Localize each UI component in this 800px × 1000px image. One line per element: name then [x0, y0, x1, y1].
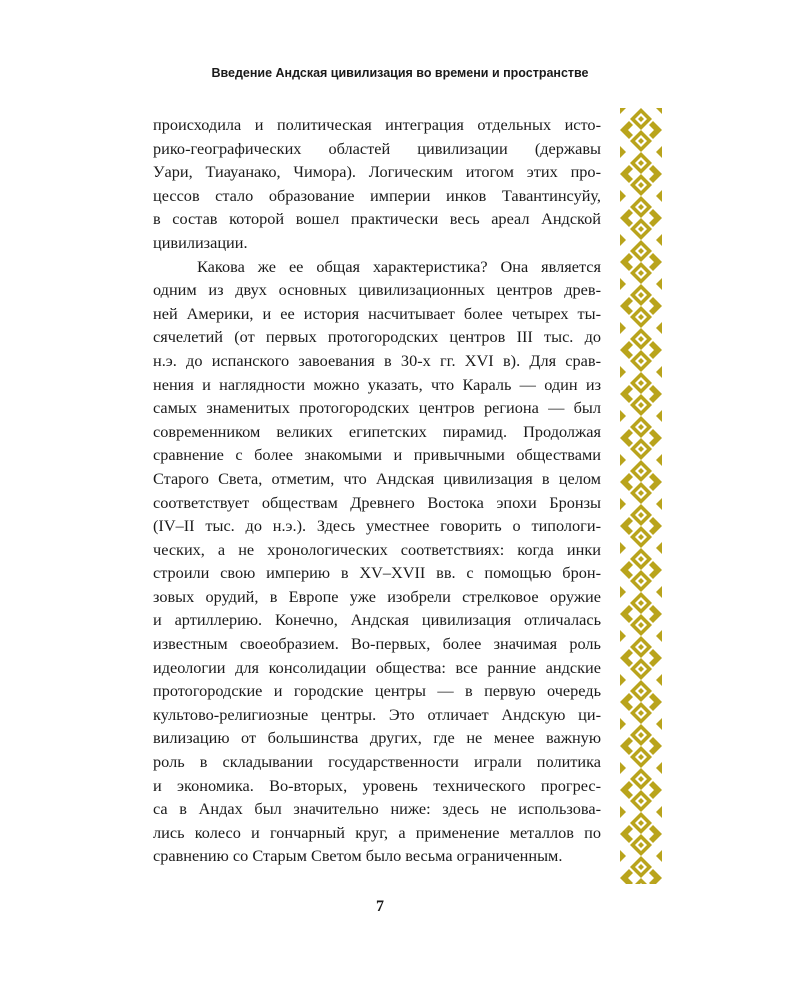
text-line: соответствует обществам Древнего Востока эпохи Бронзы	[153, 492, 601, 512]
text-line: Уари, Тиауанако, Чимора). Логическим итогом этих про-	[153, 162, 601, 182]
text-line: идеологии для консолидации общества: все ранние андские	[153, 657, 601, 677]
page-number: 7	[376, 898, 384, 915]
text-line: са в Андах был значительно ниже: здесь не использова-	[153, 799, 601, 819]
text-line: одним из двух основных цивилизационных центров древ-	[153, 280, 601, 300]
paragraph-start-line: Какова же ее общая характеристика? Она является	[197, 256, 601, 276]
text-line: вилизацию от большинства других, где не менее важную	[153, 728, 601, 748]
text-line: и артиллерию. Конечно, Андская цивилизация отличалась	[153, 610, 601, 630]
text-line: цивилизации.	[153, 232, 248, 252]
text-line: лись колесо и гончарный круг, а применение металлов по	[153, 822, 601, 842]
text-line: (IV–II тыс. до н.э.). Здесь уместнее говорить о типологи-	[153, 516, 601, 536]
text-line: протогородские и городские центры — в первую очередь	[153, 681, 601, 701]
text-line: самых знаменитых протогородских центров региона — был	[153, 398, 601, 418]
running-head-title: Введение Андская цивилизация во времени и пространстве	[211, 66, 589, 80]
text-line: известным своеобразием. Во-первых, более значимая роль	[153, 634, 601, 654]
text-line: современником великих египетских пирамид. Продолжая	[153, 421, 601, 441]
text-line: зовых орудий, в Европе уже изобрели стрелковое оружие	[153, 586, 601, 606]
text-line: культово-религиозные центры. Это отличает Андскую ци-	[153, 704, 601, 724]
text-line: в состав которой вошел практически весь ареал Андской	[153, 209, 601, 229]
text-line: Старого Света, отметим, что Андская цивилизация в целом	[153, 468, 601, 488]
text-line: нения и наглядности можно указать, что Караль — один из	[153, 374, 601, 394]
text-line: ней Америки, и ее история насчитывает более четырех ты-	[153, 303, 601, 323]
text-line: н.э. до испанского завоевания в 30-х гг. XVI в). Для срав-	[153, 350, 601, 370]
text-line: роль в складывании государственности играли политика	[153, 752, 601, 772]
andean-geometric-border-icon	[620, 108, 662, 884]
text-line: происходила и политическая интеграция отдельных исто-	[153, 115, 601, 134]
text-line: сравнение с более знакомыми и привычными обществами	[153, 445, 601, 465]
text-line: сравнению со Старым Светом было весьма ограниченным.	[153, 846, 563, 866]
body-text	[153, 113, 601, 868]
text-line: рико-географических областей цивилизации (державы	[153, 138, 601, 158]
text-line: и экономика. Во-вторых, уровень технического прогрес-	[153, 775, 601, 795]
text-line: сячелетий (от первых протогородских центров III тыс. до	[153, 327, 601, 347]
text-line: строили свою империю в XV–XVII вв. с помощью брон-	[153, 563, 601, 583]
text-line: цессов стало образование империи инков Тавантинсуйу,	[153, 185, 601, 205]
text-line: ческих, а не хронологических соответствиях: когда инки	[153, 539, 601, 559]
